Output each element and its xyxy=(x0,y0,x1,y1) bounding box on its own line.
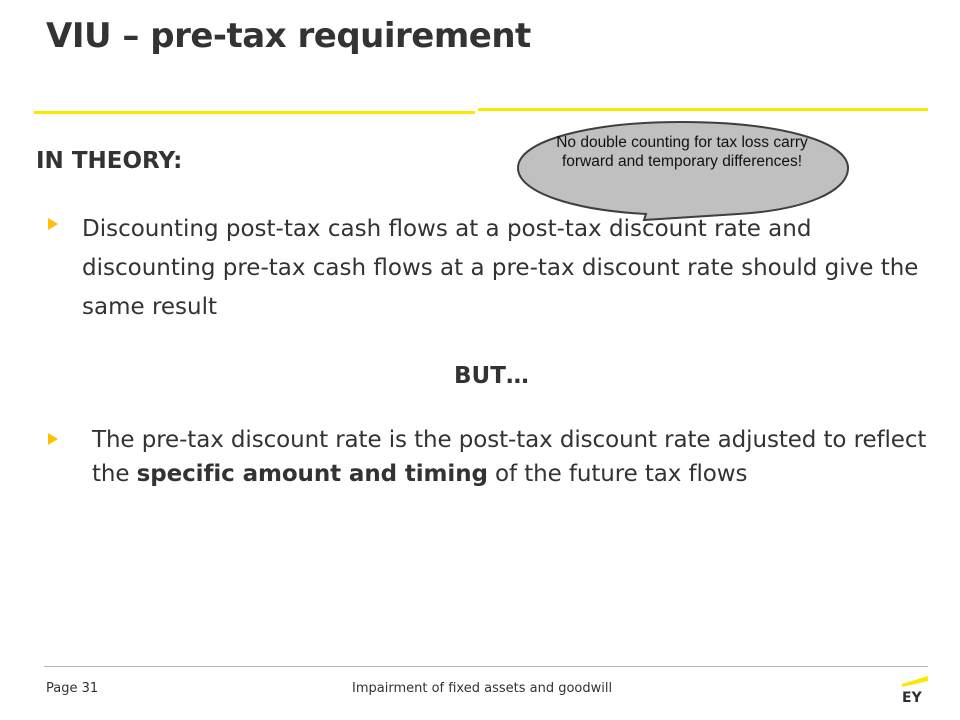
slide-title: VIU – pre-tax requirement xyxy=(46,16,531,56)
speech-bubble-callout xyxy=(512,118,852,224)
logo-text: EY xyxy=(902,690,922,704)
title-underline-right xyxy=(478,108,928,111)
section-heading: IN THEORY: xyxy=(36,148,183,174)
bullet-item-theory xyxy=(48,210,928,327)
bullet-text-part2: of the future tax flows xyxy=(487,461,748,487)
triangle-right-icon xyxy=(48,433,58,445)
page-number: Page 31 xyxy=(46,681,99,696)
title-underline-left xyxy=(34,111,475,114)
but-text: BUT… xyxy=(454,363,529,389)
bullet-text xyxy=(92,423,948,491)
ey-logo-icon xyxy=(898,672,930,704)
footer-title: Impairment of fixed assets and goodwill xyxy=(352,681,613,696)
bullet-text-part1: The pre-tax discount rate is the post-tax discount rate adjusted to reflect the xyxy=(92,427,927,487)
footer-divider xyxy=(44,666,928,667)
triangle-right-icon xyxy=(48,218,58,230)
bullet-text: Discounting post-tax cash flows at a post-tax discount rate and discounting pre-tax cash flows at a pre-tax discount rate should give the same result xyxy=(82,216,919,320)
bullet-text-emphasis: specific amount and timing xyxy=(136,461,488,487)
bullet-item-pre-tax-rate xyxy=(48,423,948,491)
callout-text: No double counting for tax loss carry forward and temporary differences! xyxy=(556,134,808,170)
